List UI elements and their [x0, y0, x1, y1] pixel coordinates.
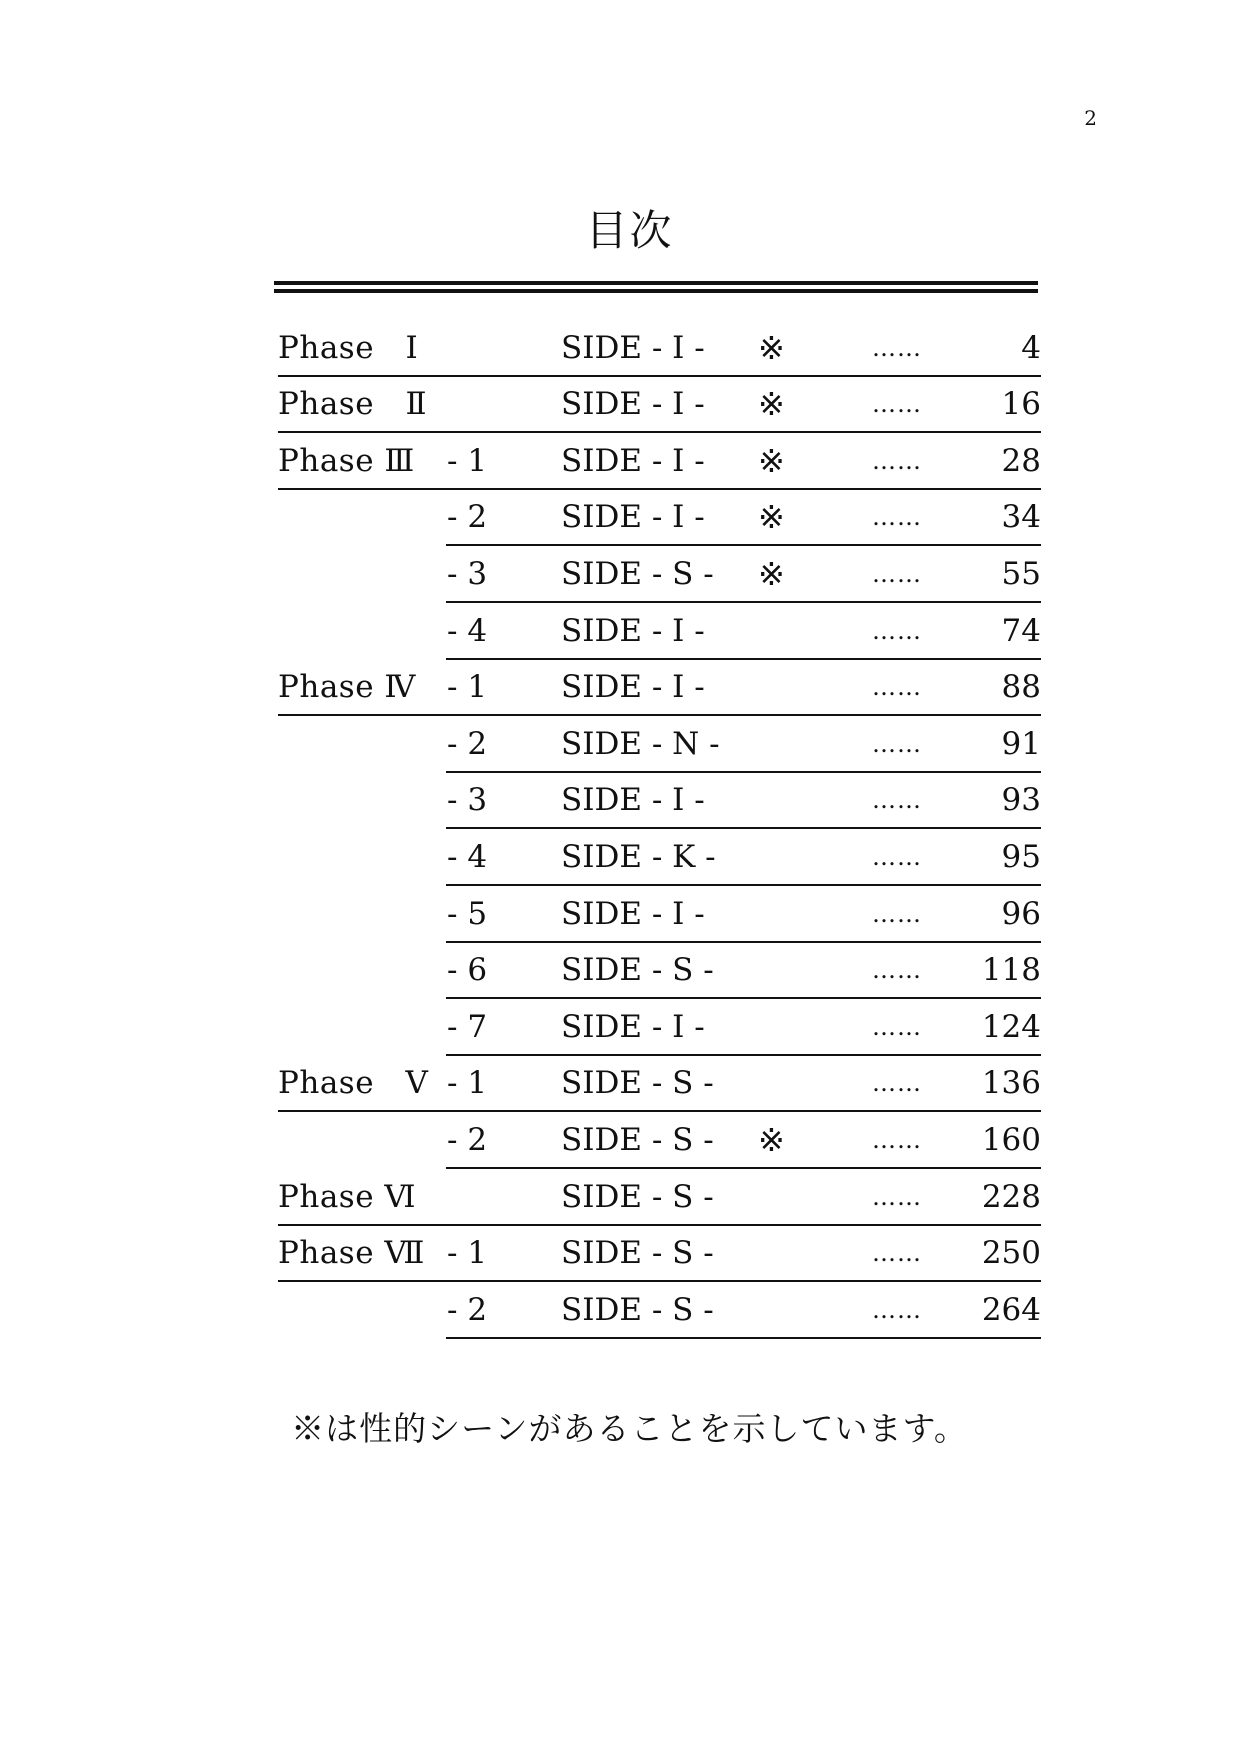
toc-entry [0, 490, 1259, 547]
entry-phase: Phase Ⅴ [278, 1065, 429, 1102]
entry-sub: - 2 [447, 725, 488, 762]
entry-leader-dots: …… [872, 1295, 922, 1324]
entry-leader-dots: …… [872, 1069, 922, 1098]
entry-page: 55 [1001, 555, 1041, 592]
entry-mark: ※ [758, 1120, 785, 1159]
entry-leader-dots: …… [872, 1012, 922, 1041]
entry-mark: ※ [758, 554, 785, 593]
entry-page: 118 [981, 952, 1041, 989]
entry-leader-dots: …… [872, 446, 922, 475]
entry-leader-dots: …… [872, 673, 922, 702]
entry-side: SIDE - I - [561, 1008, 705, 1045]
entry-phase: Phase Ⅶ [278, 1235, 425, 1272]
entry-side: SIDE - I - [561, 612, 705, 649]
entry-side: SIDE - S - [561, 555, 714, 592]
entry-side: SIDE - N - [561, 725, 720, 762]
entry-page: 4 [1021, 329, 1041, 366]
entry-leader-dots: …… [872, 333, 922, 362]
entry-sub: - 1 [447, 669, 488, 706]
entry-side: SIDE - I - [561, 895, 705, 932]
entry-underline [446, 1337, 1041, 1339]
entry-leader-dots: …… [872, 559, 922, 588]
entry-side: SIDE - K - [561, 838, 716, 875]
entry-phase: Phase Ⅲ [278, 442, 415, 479]
entry-sub: - 7 [447, 1008, 488, 1045]
toc-entry [0, 1056, 1259, 1113]
toc-entry [0, 1282, 1259, 1339]
title-rule-top [274, 281, 1038, 285]
toc-list [0, 320, 1259, 1339]
entry-leader-dots: …… [872, 616, 922, 645]
toc-entry [0, 886, 1259, 943]
toc-entry [0, 1226, 1259, 1283]
entry-page: 91 [1001, 725, 1041, 762]
toc-entry [0, 1169, 1259, 1226]
entry-side: SIDE - S - [561, 1178, 714, 1215]
toc-entry [0, 773, 1259, 830]
entry-leader-dots: …… [872, 956, 922, 985]
entry-leader-dots: …… [872, 786, 922, 815]
entry-sub: - 5 [447, 895, 488, 932]
entry-page: 34 [1001, 499, 1041, 536]
entry-sub: - 2 [447, 1121, 488, 1158]
entry-page: 88 [1001, 669, 1041, 706]
entry-phase: Phase Ⅱ [278, 386, 428, 423]
toc-entry [0, 377, 1259, 434]
entry-side: SIDE - S - [561, 1121, 714, 1158]
entry-side: SIDE - S - [561, 1235, 714, 1272]
entry-leader-dots: …… [872, 390, 922, 419]
page-number: 2 [1084, 106, 1097, 130]
entry-phase: Phase Ⅰ [278, 329, 419, 366]
entry-side: SIDE - I - [561, 386, 705, 423]
entry-leader-dots: …… [872, 503, 922, 532]
entry-side: SIDE - I - [561, 669, 705, 706]
entry-sub: - 1 [447, 442, 488, 479]
entry-sub: - 2 [447, 499, 488, 536]
entry-phase: Phase Ⅵ [278, 1178, 417, 1215]
entry-sub: - 6 [447, 952, 488, 989]
entry-side: SIDE - S - [561, 1291, 714, 1328]
entry-sub: - 2 [447, 1291, 488, 1328]
entry-mark: ※ [758, 385, 785, 424]
entry-leader-dots: …… [872, 842, 922, 871]
title-rule-bottom [274, 289, 1038, 293]
entry-mark: ※ [758, 441, 785, 480]
entry-page: 16 [1001, 386, 1041, 423]
entry-sub: - 3 [447, 555, 488, 592]
toc-title: 目次 [585, 206, 674, 255]
entry-leader-dots: …… [872, 729, 922, 758]
entry-sub: - 3 [447, 782, 488, 819]
entry-leader-dots: …… [872, 899, 922, 928]
entry-page: 250 [981, 1235, 1041, 1272]
toc-entry [0, 943, 1259, 1000]
entry-leader-dots: …… [872, 1182, 922, 1211]
entry-page: 95 [1001, 838, 1041, 875]
toc-entry [0, 603, 1259, 660]
footnote: ※は性的シーンがあることを示しています。 [291, 1409, 968, 1448]
entry-page: 96 [1001, 895, 1041, 932]
entry-side: SIDE - S - [561, 952, 714, 989]
entry-page: 74 [1001, 612, 1041, 649]
entry-sub: - 4 [447, 612, 488, 649]
entry-page: 93 [1001, 782, 1041, 819]
entry-side: SIDE - S - [561, 1065, 714, 1102]
toc-entry [0, 660, 1259, 717]
entry-phase: Phase Ⅳ [278, 669, 416, 706]
toc-entry [0, 716, 1259, 773]
toc-entry [0, 433, 1259, 490]
entry-leader-dots: …… [872, 1125, 922, 1154]
entry-page: 136 [981, 1065, 1041, 1102]
entry-page: 264 [981, 1291, 1041, 1328]
toc-entry [0, 320, 1259, 377]
entry-sub: - 1 [447, 1065, 488, 1102]
toc-entry [0, 1112, 1259, 1169]
entry-sub: - 4 [447, 838, 488, 875]
entry-side: SIDE - I - [561, 782, 705, 819]
entry-page: 160 [981, 1121, 1041, 1158]
toc-entry [0, 546, 1259, 603]
entry-page: 124 [981, 1008, 1041, 1045]
entry-page: 28 [1001, 442, 1041, 479]
entry-side: SIDE - I - [561, 329, 705, 366]
entry-side: SIDE - I - [561, 499, 705, 536]
toc-entry [0, 999, 1259, 1056]
entry-side: SIDE - I - [561, 442, 705, 479]
entry-sub: - 1 [447, 1235, 488, 1272]
toc-entry [0, 829, 1259, 886]
entry-leader-dots: …… [872, 1239, 922, 1268]
entry-mark: ※ [758, 328, 785, 367]
entry-page: 228 [981, 1178, 1041, 1215]
entry-mark: ※ [758, 498, 785, 537]
